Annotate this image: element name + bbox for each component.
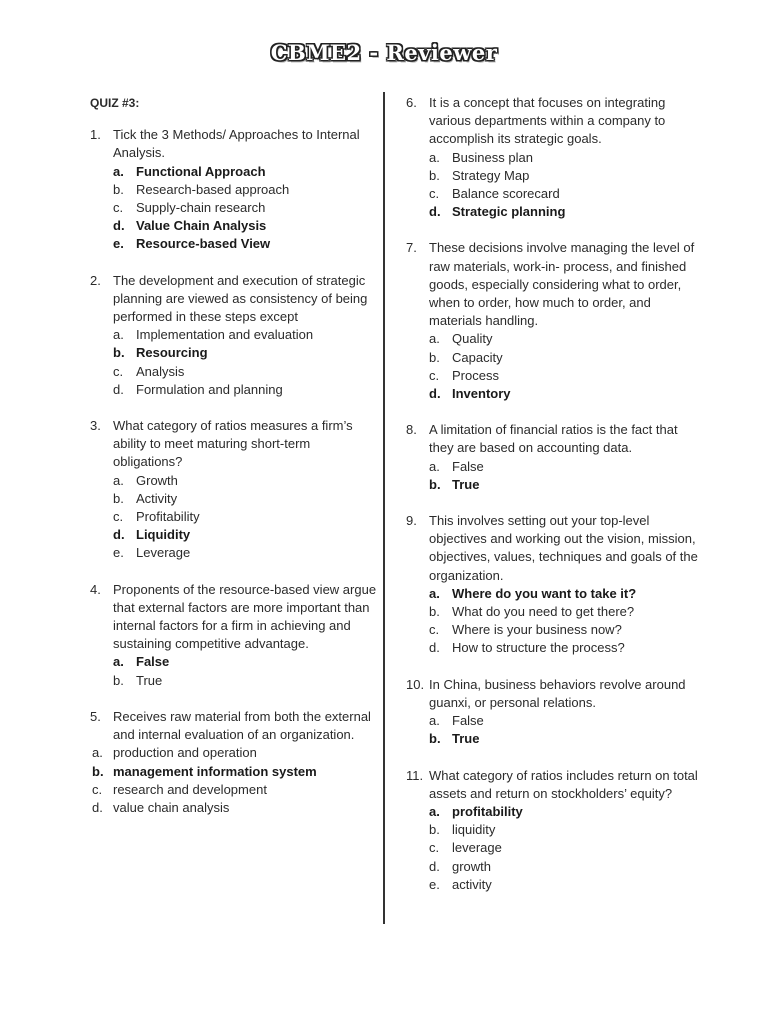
answer-option [92, 744, 382, 762]
question-body [429, 676, 698, 749]
column-divider [383, 92, 385, 924]
option-list [113, 653, 382, 689]
option-letter: b. [113, 490, 124, 506]
answer-option [113, 326, 382, 344]
option-letter: b. [429, 822, 440, 838]
option-list [429, 803, 698, 894]
answer-option [113, 672, 382, 690]
option-text: profitability [452, 803, 523, 819]
option-text: activity [452, 876, 492, 892]
answer-option [429, 149, 698, 167]
answer-option [429, 639, 698, 657]
option-letter: a. [113, 163, 124, 179]
option-text: Analysis [136, 363, 185, 379]
correct-option [113, 653, 382, 671]
question-number: 1. [90, 127, 101, 143]
option-text: Research-based approach [136, 181, 290, 197]
option-text: management information system [113, 763, 317, 779]
question-text: What category of ratios includes return on total assets and return on stockholders’ equity? [429, 767, 698, 801]
option-text: Value Chain Analysis [136, 218, 267, 234]
answer-option [429, 839, 698, 857]
option-text: Process [452, 367, 499, 383]
question-item [406, 767, 698, 894]
question-list-left [90, 126, 382, 817]
option-list [429, 585, 698, 658]
question-item [406, 94, 698, 221]
answer-option [429, 349, 698, 367]
option-text: leverage [452, 840, 502, 856]
correct-option [92, 763, 382, 781]
option-text: Implementation and evaluation [136, 327, 314, 343]
option-letter: e. [429, 876, 440, 892]
answer-option [113, 544, 382, 562]
option-letter: e. [113, 236, 124, 252]
question-body [113, 126, 382, 253]
option-list [429, 149, 698, 222]
option-letter: c. [429, 840, 440, 856]
question-body [113, 417, 382, 563]
question-item [406, 512, 698, 658]
option-text: value chain analysis [113, 799, 230, 815]
answer-option [92, 799, 382, 817]
option-text: Balance scorecard [452, 186, 560, 202]
question-item [90, 708, 382, 817]
correct-option [429, 385, 698, 403]
right-column [406, 94, 698, 912]
option-letter: d. [429, 640, 440, 656]
option-text: True [452, 731, 480, 747]
correct-option [113, 344, 382, 362]
question-body [429, 239, 698, 403]
option-letter: d. [92, 799, 103, 815]
option-text: Strategic planning [452, 204, 566, 220]
option-letter: a. [429, 458, 440, 474]
option-letter: c. [429, 367, 440, 383]
question-body [92, 708, 382, 817]
option-letter: c. [429, 186, 440, 202]
option-letter: a. [429, 149, 440, 165]
question-body [113, 581, 382, 690]
answer-option [113, 381, 382, 399]
option-letter: b. [113, 345, 125, 361]
option-letter: a. [92, 745, 103, 761]
question-text: In China, business behaviors revolve around guanxi, or personal relations. [429, 676, 686, 710]
option-letter: a. [429, 713, 440, 729]
option-letter: a. [113, 472, 124, 488]
correct-option [429, 203, 698, 221]
correct-option [429, 476, 698, 494]
question-number: 3. [90, 418, 101, 434]
option-text: liquidity [452, 822, 496, 838]
option-list [113, 163, 382, 254]
option-letter: b. [429, 349, 440, 365]
option-letter: d. [113, 527, 125, 543]
answer-option [113, 181, 382, 199]
option-text: Capacity [452, 349, 503, 365]
page-title: CBME2 - Reviewer [270, 40, 498, 65]
option-text: Resourcing [136, 345, 208, 361]
answer-option [113, 472, 382, 490]
answer-option [113, 199, 382, 217]
option-letter: b. [92, 763, 104, 779]
option-text: Leverage [136, 545, 191, 561]
option-letter: b. [429, 604, 440, 620]
option-letter: b. [429, 476, 441, 492]
question-number: 10. [406, 676, 425, 692]
option-text: Functional Approach [136, 163, 266, 179]
option-text: Supply-chain research [136, 200, 266, 216]
option-letter: b. [113, 181, 124, 197]
option-text: production and operation [113, 745, 257, 761]
question-body [429, 421, 698, 494]
option-text: Formulation and planning [136, 381, 283, 397]
option-text: False [136, 654, 170, 670]
answer-option [429, 603, 698, 621]
option-list [113, 472, 382, 563]
option-letter: c. [429, 622, 440, 638]
option-text: Strategy Map [452, 167, 530, 183]
option-text: Business plan [452, 149, 533, 165]
option-letter: b. [113, 672, 124, 688]
option-list [429, 458, 698, 494]
question-body [429, 767, 698, 894]
option-text: Where do you want to take it? [452, 585, 637, 601]
answer-option [429, 185, 698, 203]
option-text: Where is your business now? [452, 622, 622, 638]
option-text: True [136, 672, 163, 688]
option-letter: d. [429, 858, 440, 874]
question-number: 9. [406, 513, 417, 529]
option-text: False [452, 458, 484, 474]
option-letter: d. [113, 218, 125, 234]
question-number: 6. [406, 95, 417, 110]
question-item [90, 272, 382, 399]
option-letter: c. [113, 200, 124, 216]
answer-option [429, 858, 698, 876]
option-letter: d. [429, 204, 441, 220]
option-text: False [452, 713, 484, 729]
option-text: research and development [113, 781, 267, 797]
option-text: Inventory [452, 386, 511, 402]
option-letter: c. [113, 363, 124, 379]
question-number: 2. [90, 272, 101, 288]
question-text: Tick the 3 Methods/ Approaches to Internal Analysis. [113, 127, 360, 161]
option-letter: b. [429, 731, 441, 747]
question-number: 7. [406, 240, 417, 256]
question-number: 4. [90, 581, 101, 597]
question-text: Receives raw material from both the external and internal evaluation of an organization. [113, 708, 371, 743]
answer-option [113, 490, 382, 508]
answer-option [429, 167, 698, 185]
question-item [406, 676, 698, 749]
question-item [90, 581, 382, 690]
option-letter: e. [113, 545, 124, 561]
correct-option [113, 163, 382, 181]
option-text: Resource-based View [136, 236, 271, 252]
answer-option [429, 712, 698, 730]
answer-option [429, 621, 698, 639]
option-list [113, 326, 382, 399]
option-text: Liquidity [136, 527, 191, 543]
answer-option [113, 363, 382, 381]
option-letter: a. [113, 327, 124, 343]
question-item [406, 421, 698, 494]
option-text: What do you need to get there? [452, 604, 635, 620]
correct-option [429, 730, 698, 748]
question-number: 11. [406, 767, 424, 783]
question-text: These decisions involve managing the level of raw materials, work-in- process, and finished goods, especially considering what to order, when to order, how much to order, and materials handling. [429, 240, 695, 329]
question-text: The development and execution of strategic planning are viewed as consistency of being performed in these steps except [113, 272, 368, 325]
option-text: Quality [452, 331, 493, 347]
question-body [113, 272, 382, 399]
option-text: True [452, 476, 480, 492]
option-text: Profitability [136, 509, 200, 525]
answer-option [429, 458, 698, 476]
question-body [429, 512, 698, 658]
question-text: Proponents of the resource-based view argue that external factors are more important than internal factors for a firm in achieving and sustaining competitive advantage. [113, 581, 377, 652]
option-letter: d. [429, 386, 441, 402]
option-letter: d. [113, 381, 124, 397]
correct-option [429, 585, 698, 603]
correct-option [113, 217, 382, 235]
correct-option [429, 803, 698, 821]
option-letter: c. [113, 509, 124, 525]
option-list [429, 712, 698, 748]
answer-option [113, 508, 382, 526]
answer-option [429, 367, 698, 385]
question-item [90, 417, 382, 563]
option-letter: a. [429, 803, 440, 819]
left-column [90, 94, 382, 835]
option-list [92, 744, 382, 817]
option-letter: a. [429, 331, 440, 347]
answer-option [429, 821, 698, 839]
question-text: What category of ratios measures a firm’s ability to meet maturing short-term obligations? [113, 418, 353, 470]
option-letter: a. [113, 654, 124, 670]
question-number: 8. [406, 422, 417, 438]
question-list-right [406, 94, 698, 894]
answer-option [92, 781, 382, 799]
question-item [90, 126, 382, 253]
answer-option [429, 876, 698, 894]
question-body [429, 94, 698, 221]
option-text: How to structure the process? [452, 640, 625, 656]
option-letter: b. [429, 167, 440, 183]
question-text: A limitation of financial ratios is the fact that they are based on accounting data. [429, 422, 678, 456]
question-item [406, 239, 698, 403]
quiz-label: QUIZ #3: [90, 96, 140, 110]
question-text: It is a concept that focuses on integrating various departments within a company to accomplish its strategic goals. [429, 95, 666, 147]
option-text: Activity [136, 490, 178, 506]
option-letter: a. [429, 585, 440, 601]
question-text: This involves setting out your top-level objectives and working out the vision, mission, objectives, values, techniques and goals of the organization. [429, 513, 698, 583]
option-text: growth [452, 858, 492, 874]
correct-option [113, 235, 382, 253]
option-letter: c. [92, 781, 103, 797]
correct-option [113, 526, 382, 544]
question-number: 5. [90, 708, 101, 724]
option-text: Growth [136, 472, 178, 488]
option-list [429, 330, 698, 403]
answer-option [429, 330, 698, 348]
